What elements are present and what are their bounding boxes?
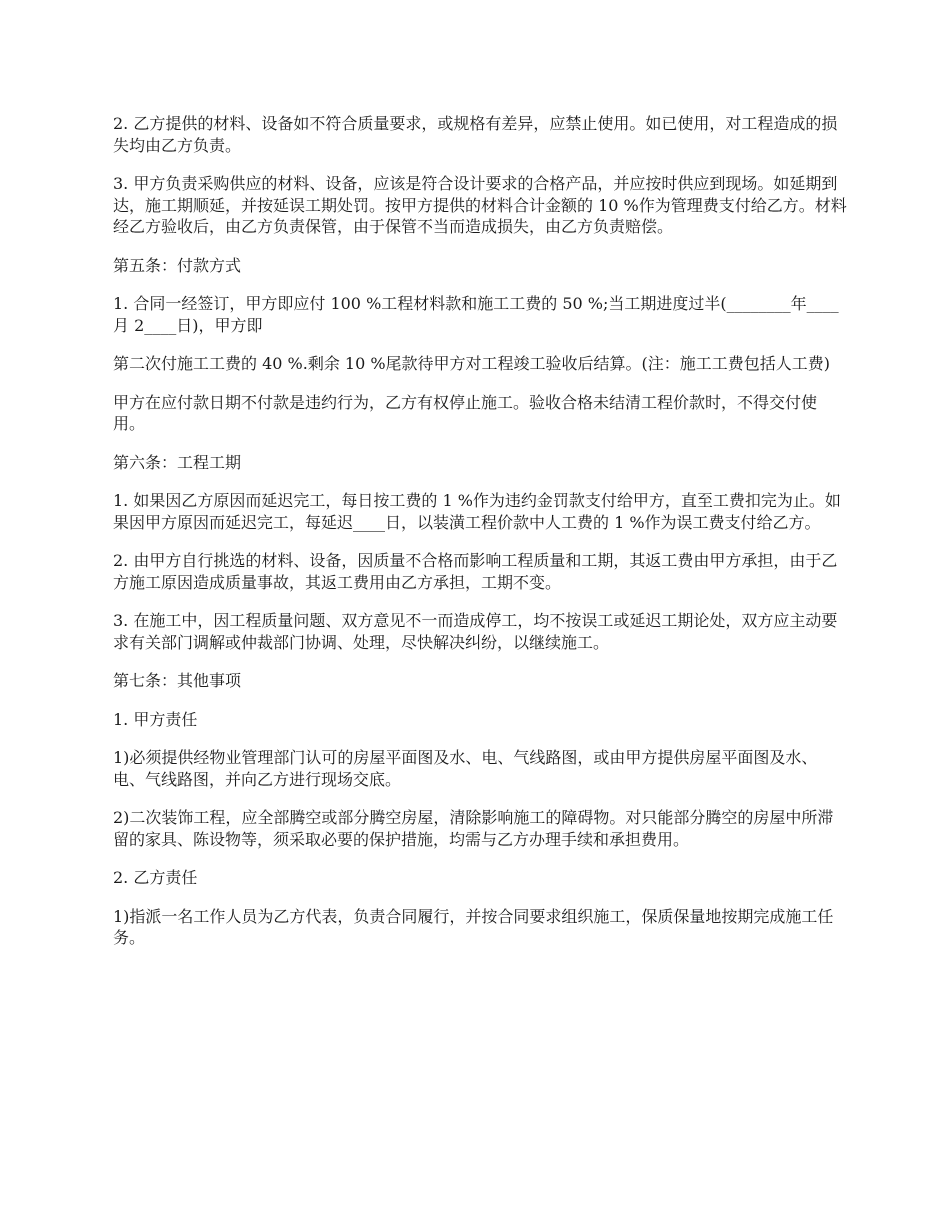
paragraph-party-a-plans: 1)必须提供经物业管理部门认可的房屋平面图及水、电、气线路图，或由甲方提供房屋平面图及水、电、气线路图，并向乙方进行现场交底。 (113, 748, 818, 789)
subheading-party-a: 1. 甲方责任 (113, 709, 198, 729)
paragraph-schedule-dispute: 3. 在施工中，因工程质量问题、双方意见不一而造成停工，均不按误工或延迟工期论处，双方应主动要求有关部门调解或仲裁部门协调、处理，尽快解决纠纷，以继续施工。 (113, 611, 838, 652)
paragraph-payment-default: 甲方在应付款日期不付款是违约行为，乙方有权停止施工。验收合格未结清工程价款时，不得交付使用。 (113, 392, 818, 433)
paragraph-party-a-clearing: 2)二次装饰工程，应全部腾空或部分腾空房屋，清除影响施工的障碍物。对只能部分腾空的房屋中所滞留的家具、陈设物等，须采取必要的保护措施，均需与乙方办理手续和承担费用。 (113, 808, 834, 849)
paragraph-payment-second: 第二次付施工工费的 40 %.剩余 10 %尾款待甲方对工程竣工验收后结算。(注：施工工费包括人工费) (113, 354, 831, 373)
paragraph-party-b-representative: 1)指派一名工作人员为乙方代表，负责合同履行，并按合同要求组织施工，保质保量地按期完成施工任务。 (113, 906, 834, 947)
section-heading-schedule: 第六条：工程工期 (113, 452, 242, 472)
paragraph-schedule-rework: 2. 由甲方自行挑选的材料、设备，因质量不合格而影响工程质量和工期，其返工费由甲方承担，由于乙方施工原因造成质量事故，其返工费用由乙方承担，工期不变。 (113, 551, 838, 592)
paragraph-payment-first: 1. 合同一经签订，甲方即应付 100 %工程材料款和施工工费的 50 %;当工期进度过半(________年____月 2____日)，甲方即 (113, 294, 839, 335)
paragraph-schedule-delay: 1. 如果因乙方原因而延迟完工，每日按工费的 1 %作为违约金罚款支付给甲方，直至工费扣完为止。如果因甲方原因而延迟完工，每延迟____日，以装潢工程价款中人工费的 1 %作为误工费支付给乙方。 (113, 491, 841, 532)
subheading-party-b: 2. 乙方责任 (113, 868, 198, 887)
paragraph-material-quality: 2. 乙方提供的材料、设备如不符合质量要求，或规格有差异，应禁止使用。如已使用，对工程造成的损失均由乙方负责。 (113, 114, 838, 155)
paragraph-material-procurement: 3. 甲方负责采购供应的材料、设备，应该是符合设计要求的合格产品，并应按时供应到现场。如延期到达，施工期顺延，并按延误工期处罚。按甲方提供的材料合计金额的 10 %作为管理费支付给乙方。材料经乙方验收后，由乙方负责保管，由于保管不当而造成损失，由乙方负责赔偿。 (113, 174, 847, 236)
section-heading-other: 第七条：其他事项 (113, 671, 242, 690)
document-page (113, 113, 848, 966)
section-heading-payment: 第五条：付款方式 (113, 255, 242, 275)
